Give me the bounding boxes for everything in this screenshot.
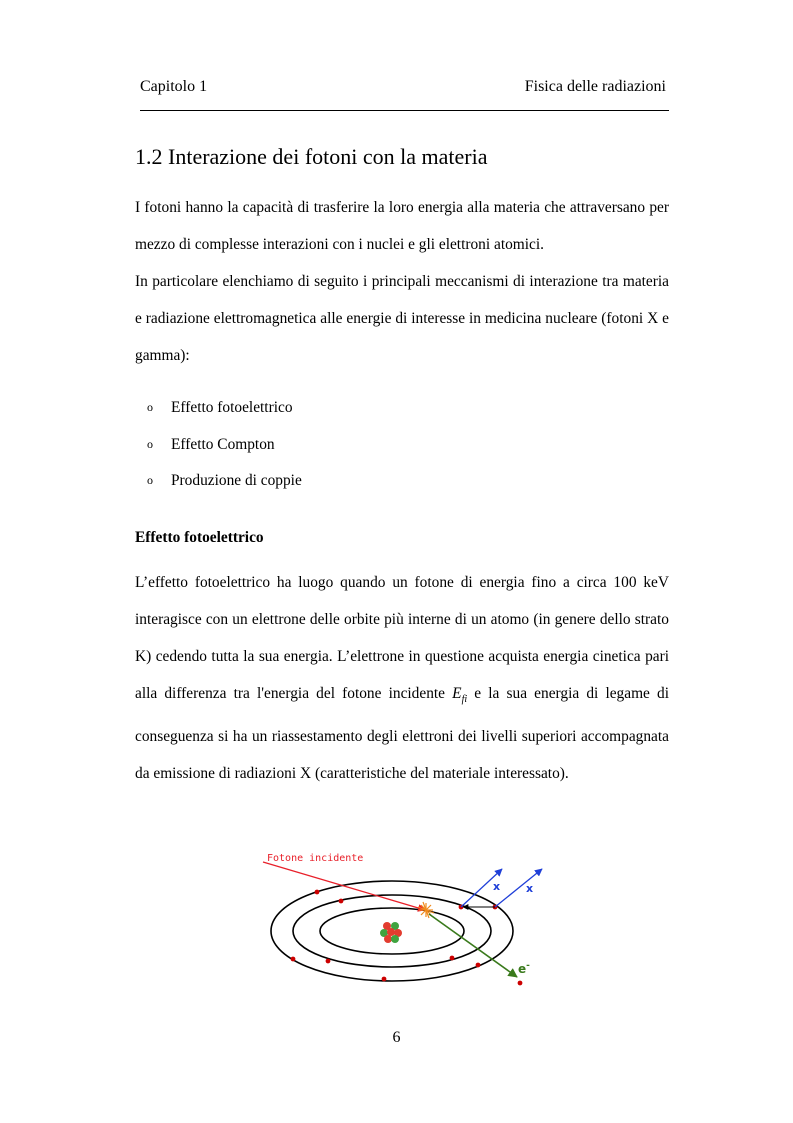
page-number: 6 [392,1029,401,1046]
nucleus-icon [380,922,402,943]
list-item-label: Effetto Compton [171,435,275,453]
electron-dot [315,890,320,895]
electron-dot [339,899,344,904]
incident-photon-label: Fotone incidente [267,853,364,864]
photoelectric-diagram [255,842,545,1002]
bullet-icon: o [147,436,153,451]
energy-symbol-letter: E [452,685,462,702]
electron-dot [476,963,481,968]
list-item [135,462,302,499]
list-item-label: Effetto fotoelettrico [171,399,293,416]
intro-paragraph-1: I fotoni hanno la capacità di trasferire la loro energia alla materia che attraversano per mezzo di complesse interazioni con i nuclei e gli elettroni atomici. [135,199,669,253]
subsection-title: Effetto fotoelettrico [135,529,264,546]
photoelectron-label-sup: - [526,961,530,971]
xray-label-2: x [526,882,534,895]
energy-symbol [452,685,468,706]
incident-photon-arrow [263,862,425,910]
bullet-icon: o [147,473,153,487]
photoelectron-label-letter: e [518,962,527,976]
electron-dot [326,959,331,964]
photoelectron-dot [518,981,523,986]
running-header-title: Fisica delle radiazioni [524,78,666,95]
photoelectron-label [518,961,530,976]
intro-paragraph-2: In particolare elenchiamo di seguito i principali meccanismi di interazione tra materia e radiazione elettromagnetica alle energie di interesse in medicina nucleare (fotoni X e gamma): [135,273,669,364]
energy-symbol-subscript: fi [461,694,468,706]
mechanism-list [135,389,302,499]
section-title: 1.2 Interazione dei fotoni con la materia [135,144,488,169]
photoelectric-text-2: e la sua energia di legame di conseguenza si ha un riassestamento degli elettroni dei livelli superiori accompagnata da emissione di radiazioni X (caratteristiche del materiale interessato). [135,685,669,783]
list-item-label: Produzione di coppie [171,472,302,489]
xray-arrow-2 [495,869,542,907]
electron-dot [291,957,296,962]
xray-label-1: x [493,880,501,893]
photoelectric-text-1: L’effetto fotoelettrico ha luogo quando un fotone di energia fino a circa 100 keV interagisce con un elettrone delle orbite più interne di un atomo (in genere dello strato K) cedendo tutta la sua energia. L’elettrone in questione acquista energia cinetica pari alla differenza tra l'energia del fotone incidente [135,574,669,702]
electron-dot [382,977,387,982]
bullet-icon: o [147,400,153,414]
header-rule [140,110,669,111]
list-item [135,426,302,463]
running-header-chapter: Capitolo 1 [140,78,208,95]
intro-block [135,189,669,374]
list-item [135,389,302,426]
electron-dot [450,956,455,961]
photoelectric-paragraph [135,564,669,792]
